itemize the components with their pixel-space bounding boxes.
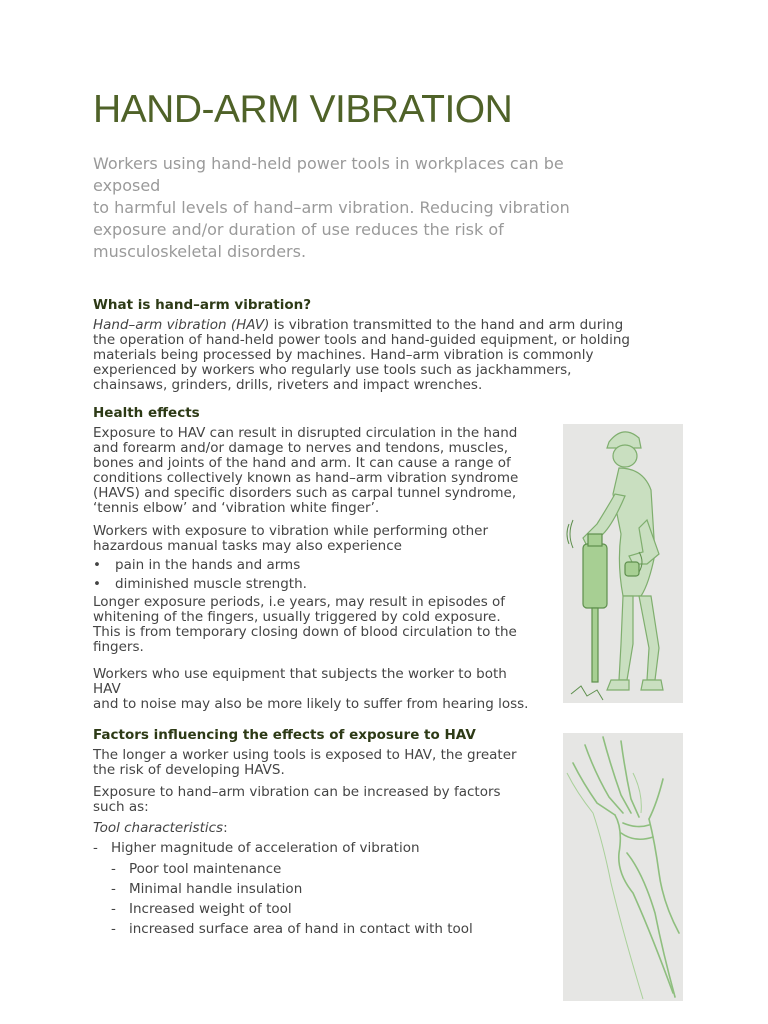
worker-icon	[563, 424, 683, 703]
para-line	[93, 318, 630, 333]
bullet-icon: •	[93, 557, 101, 573]
para-line	[93, 821, 228, 836]
para-line: chainsaws, grinders, drills, riveters and impact wrenches.	[93, 377, 483, 393]
health-bullet-list	[93, 556, 307, 594]
list-item-text: Increased weight of tool	[129, 901, 292, 917]
para-line: whitening of the fingers, usually triggered by cold exposure.	[93, 609, 501, 625]
factors-main-list	[93, 839, 420, 858]
para-line: and to noise may also be more likely to suffer from hearing loss.	[93, 696, 529, 712]
factors-heading: Factors influencing the effects of exposure to HAV	[93, 727, 476, 743]
dash-icon: -	[111, 881, 116, 897]
para-line: conditions collectively known as hand–arm vibration syndrome	[93, 470, 519, 486]
para-line: This is from temporary closing down of blood circulation to the	[93, 624, 517, 640]
health-paragraph-3	[93, 595, 517, 655]
hand-bones-icon	[563, 733, 683, 1001]
factors-paragraph-1	[93, 748, 517, 778]
intro-paragraph	[93, 153, 653, 263]
bullet-icon: •	[93, 576, 101, 592]
para-line: Longer exposure periods, i.e years, may result in episodes of	[93, 594, 506, 610]
list-item-text: increased surface area of hand in contact with tool	[129, 921, 473, 937]
hav-term: Hand–arm vibration (HAV)	[93, 317, 270, 333]
list-item-text: Minimal handle insulation	[129, 881, 303, 897]
para-line: materials being processed by machines. Hand–arm vibration is commonly	[93, 347, 594, 363]
list-item	[111, 879, 473, 899]
intro-line: exposed	[93, 176, 161, 195]
para-line: Exposure to HAV can result in disrupted circulation in the hand	[93, 425, 518, 441]
para-line: such as:	[93, 799, 149, 815]
list-item-text: Higher magnitude of acceleration of vibration	[111, 840, 420, 856]
list-item-text: diminished muscle strength.	[115, 576, 307, 592]
para-line: The longer a worker using tools is exposed to HAV, the greater	[93, 747, 517, 763]
page-title: HAND-ARM VIBRATION	[93, 88, 513, 131]
para-line: (HAVS) and specific disorders such as carpal tunnel syndrome,	[93, 485, 517, 501]
para-line: hazardous manual tasks may also experience	[93, 538, 402, 554]
para-line: the risk of developing HAVS.	[93, 762, 285, 778]
dash-icon: -	[111, 861, 116, 877]
health-paragraph-1	[93, 426, 518, 516]
para-line: HAV	[93, 681, 121, 697]
para-line: Workers who use equipment that subjects the worker to both	[93, 666, 507, 682]
tool-label-text: Tool characteristics	[93, 820, 224, 836]
para-line: Workers with exposure to vibration while performing other	[93, 523, 489, 539]
what-is-heading: What is hand–arm vibration?	[93, 297, 312, 313]
list-item	[93, 556, 307, 575]
list-item	[111, 899, 473, 919]
tool-characteristics-label	[93, 821, 228, 836]
para-line: fingers.	[93, 639, 144, 655]
list-item-text: pain in the hands and arms	[115, 557, 301, 573]
dash-icon: -	[93, 840, 98, 856]
list-item	[111, 859, 473, 879]
list-item	[111, 919, 473, 939]
list-item	[93, 575, 307, 594]
list-item-text: Poor tool maintenance	[129, 861, 282, 877]
factors-paragraph-2	[93, 785, 501, 815]
factors-sub-list	[111, 859, 473, 939]
dash-icon: -	[111, 921, 116, 937]
health-paragraph-2	[93, 524, 488, 554]
para-line: experienced by workers who regularly use tools such as jackhammers,	[93, 362, 572, 378]
intro-line: exposure and/or duration of use reduces the risk of	[93, 220, 504, 239]
para-line: and forearm and/or damage to nerves and tendons, muscles,	[93, 440, 509, 456]
para-line: Exposure to hand–arm vibration can be increased by factors	[93, 784, 501, 800]
dash-icon: -	[111, 901, 116, 917]
intro-line: to harmful levels of hand–arm vibration. Reducing vibration	[93, 198, 570, 217]
what-is-paragraph	[93, 318, 630, 393]
health-effects-heading: Health effects	[93, 405, 200, 421]
health-paragraph-4	[93, 667, 528, 712]
para-line: ‘tennis elbow’ and ‘vibration white finger’.	[93, 500, 380, 516]
list-item	[93, 839, 420, 858]
para-line: the operation of hand-held power tools and hand-guided equipment, or holding	[93, 332, 630, 348]
intro-line: musculoskeletal disorders.	[93, 242, 307, 261]
worker-jackhammer-illustration	[563, 424, 683, 703]
para-line: bones and joints of the hand and arm. It can cause a range of	[93, 455, 511, 471]
tool-label-colon: :	[223, 820, 228, 836]
intro-line: Workers using hand-held power tools in workplaces can be	[93, 154, 564, 173]
hand-bones-illustration	[563, 733, 683, 1001]
para-line-rest: is vibration transmitted to the hand and arm during	[269, 317, 624, 333]
